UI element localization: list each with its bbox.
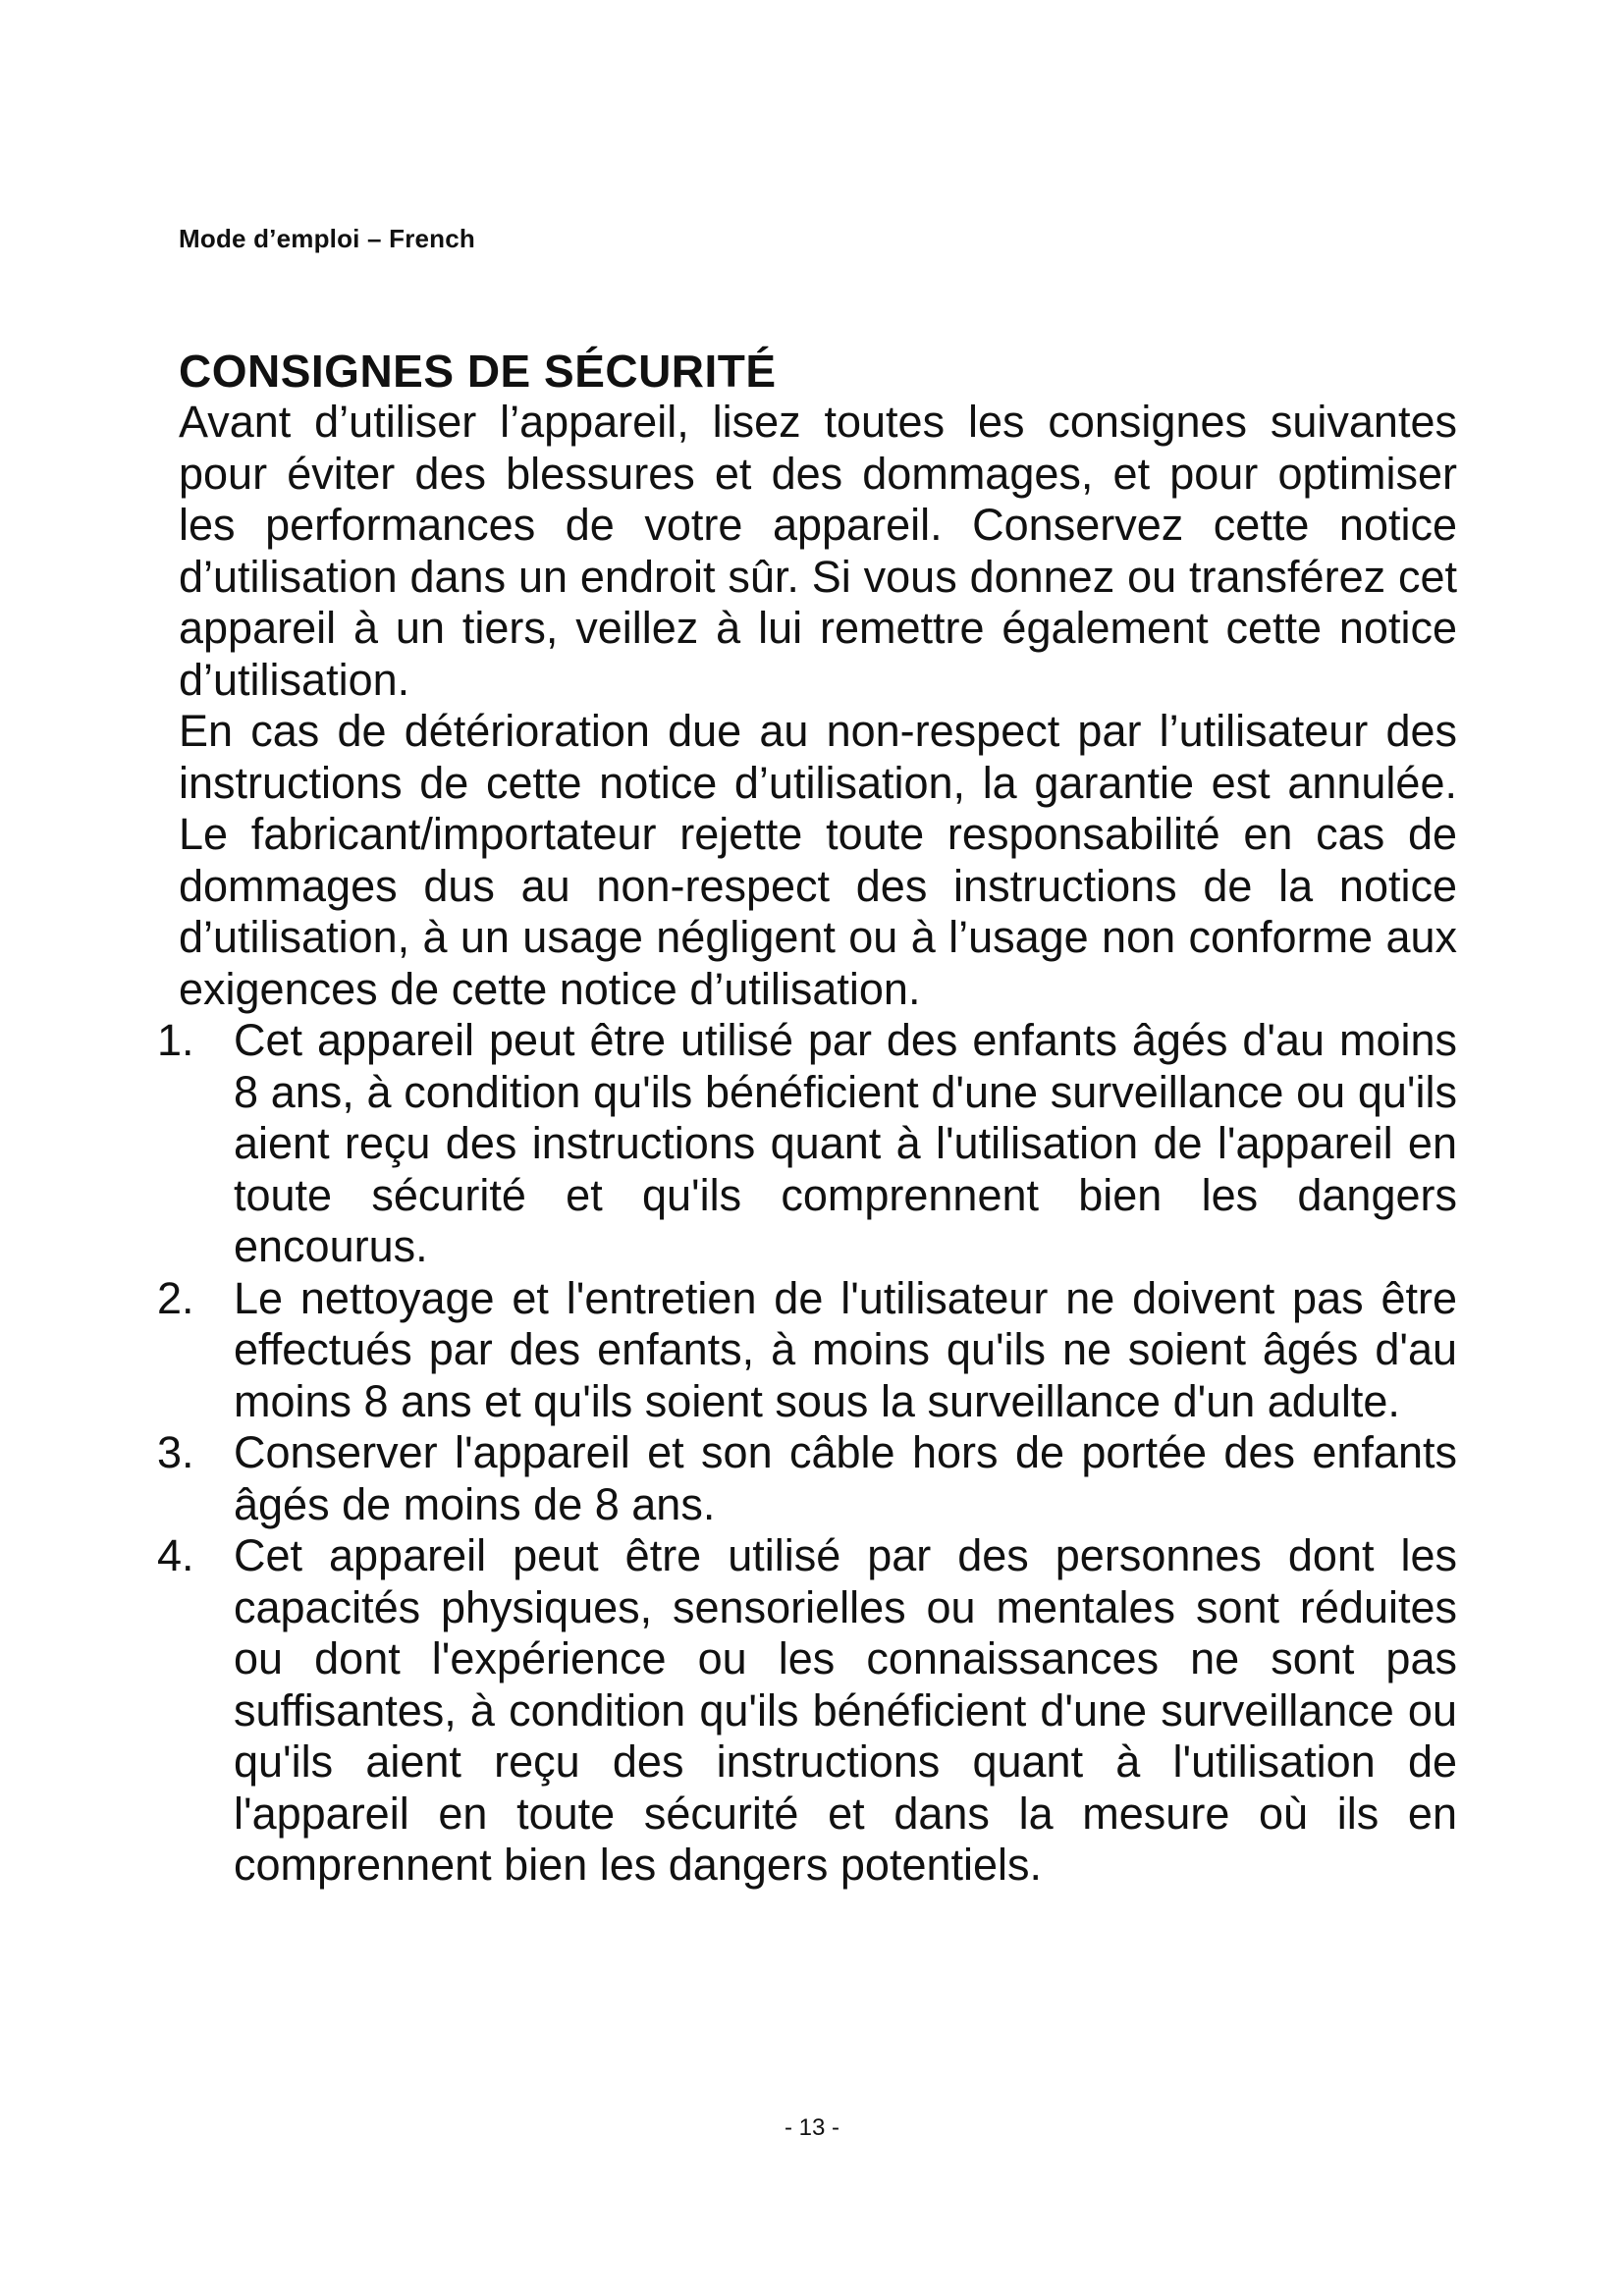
list-item-text: Cet appareil peut être utilisé par des enfants âgés d'au moins 8 ans, à condition qu'ils bénéficient d'une surveillance ou qu'ils aient reçu des instructions quant à l'utilisation de l'appareil en toute sécurité et qu'ils comprennent bien les dangers encourus.	[234, 1015, 1457, 1271]
safety-instructions-list	[157, 1015, 1457, 1892]
safety-section	[157, 346, 1457, 1892]
list-item-number: 1.	[157, 1015, 194, 1065]
list-item	[157, 1530, 1457, 1892]
list-item-number: 3.	[157, 1427, 194, 1477]
document-header: Mode d’emploi – French	[179, 224, 475, 253]
list-item	[157, 1272, 1457, 1428]
list-item-number: 2.	[157, 1272, 194, 1323]
section-title: CONSIGNES DE SÉCURITÉ	[179, 346, 777, 397]
list-item-text: Le nettoyage et l'entretien de l'utilisateur ne doivent pas être effectués par des enfants, à moins qu'ils ne soient âgés d'au moins 8 ans et qu'ils soient sous la surveillance d'un adulte.	[234, 1272, 1457, 1426]
intro-paragraph: Avant d’utiliser l’appareil, lisez toutes les consignes suivantes pour éviter des blessures et des dommages, et pour optimiser les performances de votre appareil. Conservez cette notice d’utilisation dans un endroit sûr. Si vous donnez ou transférez cet appareil à un tiers, veillez à lui remettre également cette notice d’utilisation.	[179, 397, 1457, 705]
list-item-text: Conserver l'appareil et son câble hors de portée des enfants âgés de moins de 8 ans.	[234, 1427, 1457, 1529]
page-number: - 13 -	[784, 2114, 839, 2141]
list-item-number: 4.	[157, 1530, 194, 1580]
list-item	[157, 1015, 1457, 1273]
list-item-text: Cet appareil peut être utilisé par des personnes dont les capacités physiques, sensorielles ou mentales sont réduites ou dont l'expérience ou les connaissances ne sont pas suffisantes, à condition qu'ils bénéficient d'une surveillance ou qu'ils aient reçu des instructions quant à l'utilisation de l'appareil en toute sécurité et dans la mesure où ils en comprennent bien les dangers potentiels.	[234, 1530, 1457, 1890]
warranty-paragraph: En cas de détérioration due au non-respect par l’utilisateur des instructions de cette notice d’utilisation, la garantie est annulée. Le fabricant/importateur rejette toute responsabilité en cas de dommages dus au non-respect des instructions de la notice d’utilisation, à un usage négligent ou à l’usage non conforme aux exigences de cette notice d’utilisation.	[179, 706, 1457, 1014]
list-item	[157, 1427, 1457, 1530]
